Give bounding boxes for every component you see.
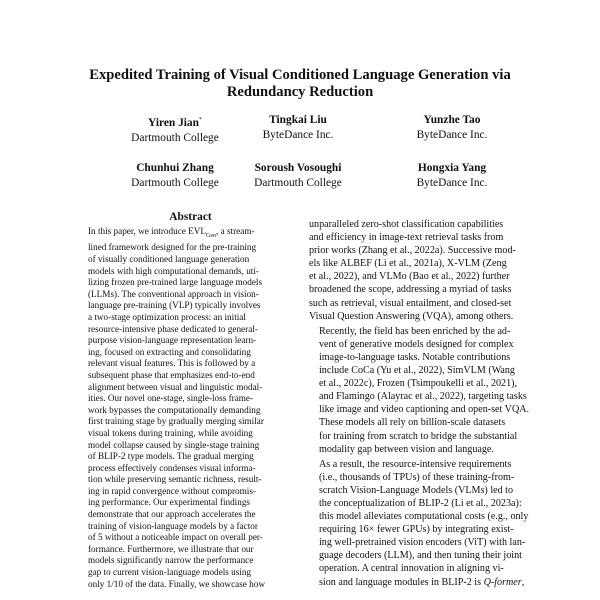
text-line: tion while preserving semantic richness, result- xyxy=(88,474,262,485)
text-line: modality gap between vision and language. xyxy=(319,443,494,455)
text-line: unparalleled zero-shot classification capabilities xyxy=(309,219,504,230)
text-line: of 5 without a noticeable impact on overall per- xyxy=(88,532,263,543)
author-affiliation: ByteDance Inc. xyxy=(416,177,488,189)
author-affiliation: Dartmouth College xyxy=(131,131,219,144)
text-line: requiring 16× fewer GPUs) by integrating exist- xyxy=(319,524,514,536)
text-line: work bypasses the computationally demanding xyxy=(88,404,261,415)
author-affiliation: ByteDance Inc. xyxy=(416,129,488,141)
author-name: Chunhui Zhang xyxy=(136,162,214,174)
text-line: and Flamingo (Alayrac et al., 2022), targeting tasks xyxy=(319,391,527,403)
text-line: formance. Furthermore, we illustrate that our xyxy=(88,543,254,554)
punctuation: , xyxy=(521,576,525,588)
right-column xyxy=(309,218,531,589)
text-line: models with high computational demands, uti- xyxy=(88,265,259,276)
text-line: this model alleviates computational costs (e.g., only xyxy=(319,511,529,523)
text-line: prior works (Zhang et al., 2022a). Successive mod- xyxy=(309,245,516,257)
text-line: vent of generative models designed for complex xyxy=(319,338,514,350)
text-line: image-to-language tasks. Notable contributions xyxy=(319,351,511,363)
text-line: ities. Our novel one-stage, single-loss frame- xyxy=(88,393,254,404)
abstract-lines xyxy=(88,242,293,590)
text-line: such as retrieval, visual entailment, and closed-set xyxy=(309,297,512,309)
paragraph-3 xyxy=(309,458,531,589)
text-line: visual tokens during training, while avoiding xyxy=(88,427,253,438)
abstract-line: In this paper, we introduce $EVL_{Gen}$, a stream- xyxy=(88,226,255,239)
author-name: Yunzhe Tao xyxy=(423,114,481,126)
text-line: Visual Question Answering (VQA), among others. xyxy=(309,310,514,322)
text-line: of visually conditioned language generation xyxy=(88,254,250,265)
term-q-former: Q-former xyxy=(483,576,522,588)
text-line: guage decoders (LLM), and then tuning their joint xyxy=(319,550,522,562)
text-line: first training stage by gradually merging similar xyxy=(88,416,264,427)
text-line: demonstrate that our approach accelerates the xyxy=(88,509,256,520)
text-line: model collapse caused by single-stage training xyxy=(88,439,260,450)
author-affiliation: Dartmouth College xyxy=(131,177,219,189)
text-line: broadened the scope, addressing a myriad of tasks xyxy=(309,284,512,296)
text-line xyxy=(309,576,531,589)
text-line: (LLMs). The conventional approach in vision- xyxy=(88,288,259,299)
text-line: training of vision-language models by a factor xyxy=(88,520,258,531)
text-line: a two-stage optimization process: an initial xyxy=(88,311,246,322)
text-line: As a result, the resource-intensive requirements xyxy=(319,458,512,470)
text-line: ing in rapid convergence without compromis- xyxy=(88,485,256,496)
text-line: language pre-training (VLP) typically involves xyxy=(88,300,261,311)
paragraph-2 xyxy=(309,325,531,456)
footnote-mark: * xyxy=(198,117,202,123)
title-line-2: Redundancy Reduction xyxy=(226,84,374,100)
text-line: gap to current vision-language models using xyxy=(88,567,252,578)
abstract-body xyxy=(88,226,293,590)
text-line: Recently, the field has been enriched by the ad- xyxy=(319,325,511,337)
text-line: els like ALBEF (Li et al., 2021a), X-VLM (Zeng xyxy=(309,258,507,270)
author-block xyxy=(372,113,532,143)
paper-title xyxy=(60,67,540,101)
text-line: ing performance. Our experimental findings xyxy=(88,497,251,508)
abstract-heading: Abstract xyxy=(169,211,212,223)
author-name: Yiren Jian* xyxy=(148,116,202,129)
text-line: relevant visual features. This is followed by a xyxy=(88,358,256,369)
text-line: only 1/10 of the data. Finally, we showcase how xyxy=(88,578,265,589)
text-line: models significantly narrow the performance xyxy=(88,555,254,566)
paragraph-1 xyxy=(309,218,531,323)
author-block xyxy=(372,161,532,191)
text-line: ing, focused on extracting and consolidating xyxy=(88,346,251,357)
author-affiliation: Dartmouth College xyxy=(254,177,342,189)
text-line: process effectively condenses visual informa- xyxy=(88,462,256,473)
text-line: operation. A central innovation in aligning vi- xyxy=(319,563,504,575)
text-line: ing well-pretrained vision encoders (ViT) with lan- xyxy=(319,537,526,549)
text-line: like image and video captioning and open-set VQA. xyxy=(319,404,530,416)
text-line: subsequent phase that emphasizes end-to-end xyxy=(88,369,255,380)
subscript-gen: Gen xyxy=(206,232,217,239)
text-line: purpose vision-language representation learn- xyxy=(88,335,257,346)
text-fragment: sion and language modules in BLIP-2 is xyxy=(319,576,484,588)
text-line: for training from scratch to bridge the substantial xyxy=(319,430,518,442)
text-line: These models all rely on billion-scale datasets xyxy=(319,417,506,429)
author-affiliation: ByteDance Inc. xyxy=(262,129,334,141)
text-line: the conceptualization of BLIP-2 (Li et al., 2023a): xyxy=(319,497,522,509)
text-line: scratch Vision-Language Models (VLMs) led to xyxy=(319,484,514,496)
text-line: et al., 2022c), Frozen (Tsimpoukelli et al., 2021), xyxy=(319,378,518,390)
author-block xyxy=(218,113,378,143)
text-line: (i.e., thousands of TPUs) of these training-from- xyxy=(319,471,515,483)
text-line: of BLIP-2 type models. The gradual merging xyxy=(88,451,254,462)
author-name: Soroush Vosoughi xyxy=(254,162,342,174)
author-name: Tingkai Liu xyxy=(269,114,327,126)
title-line-1: Expedited Training of Visual Conditioned Language Generation via xyxy=(89,67,511,83)
text-line: and efficiency in image-text retrieval tasks from xyxy=(309,232,504,244)
text-line: lizing frozen pre-trained large language models xyxy=(88,277,263,288)
author-name: Hongxia Yang xyxy=(417,162,487,174)
text-line: alignment between visual and linguistic modal- xyxy=(88,381,263,392)
text-line: resource-intensive phase dedicated to general- xyxy=(88,323,258,334)
text-line: include CoCa (Yu et al., 2022), SimVLM (Wang xyxy=(319,365,515,377)
text-line: et al., 2022), and VLMo (Bao et al., 2022) further xyxy=(309,271,510,283)
text-line: lined framework designed for the pre-training xyxy=(88,242,257,253)
author-block xyxy=(218,161,378,191)
